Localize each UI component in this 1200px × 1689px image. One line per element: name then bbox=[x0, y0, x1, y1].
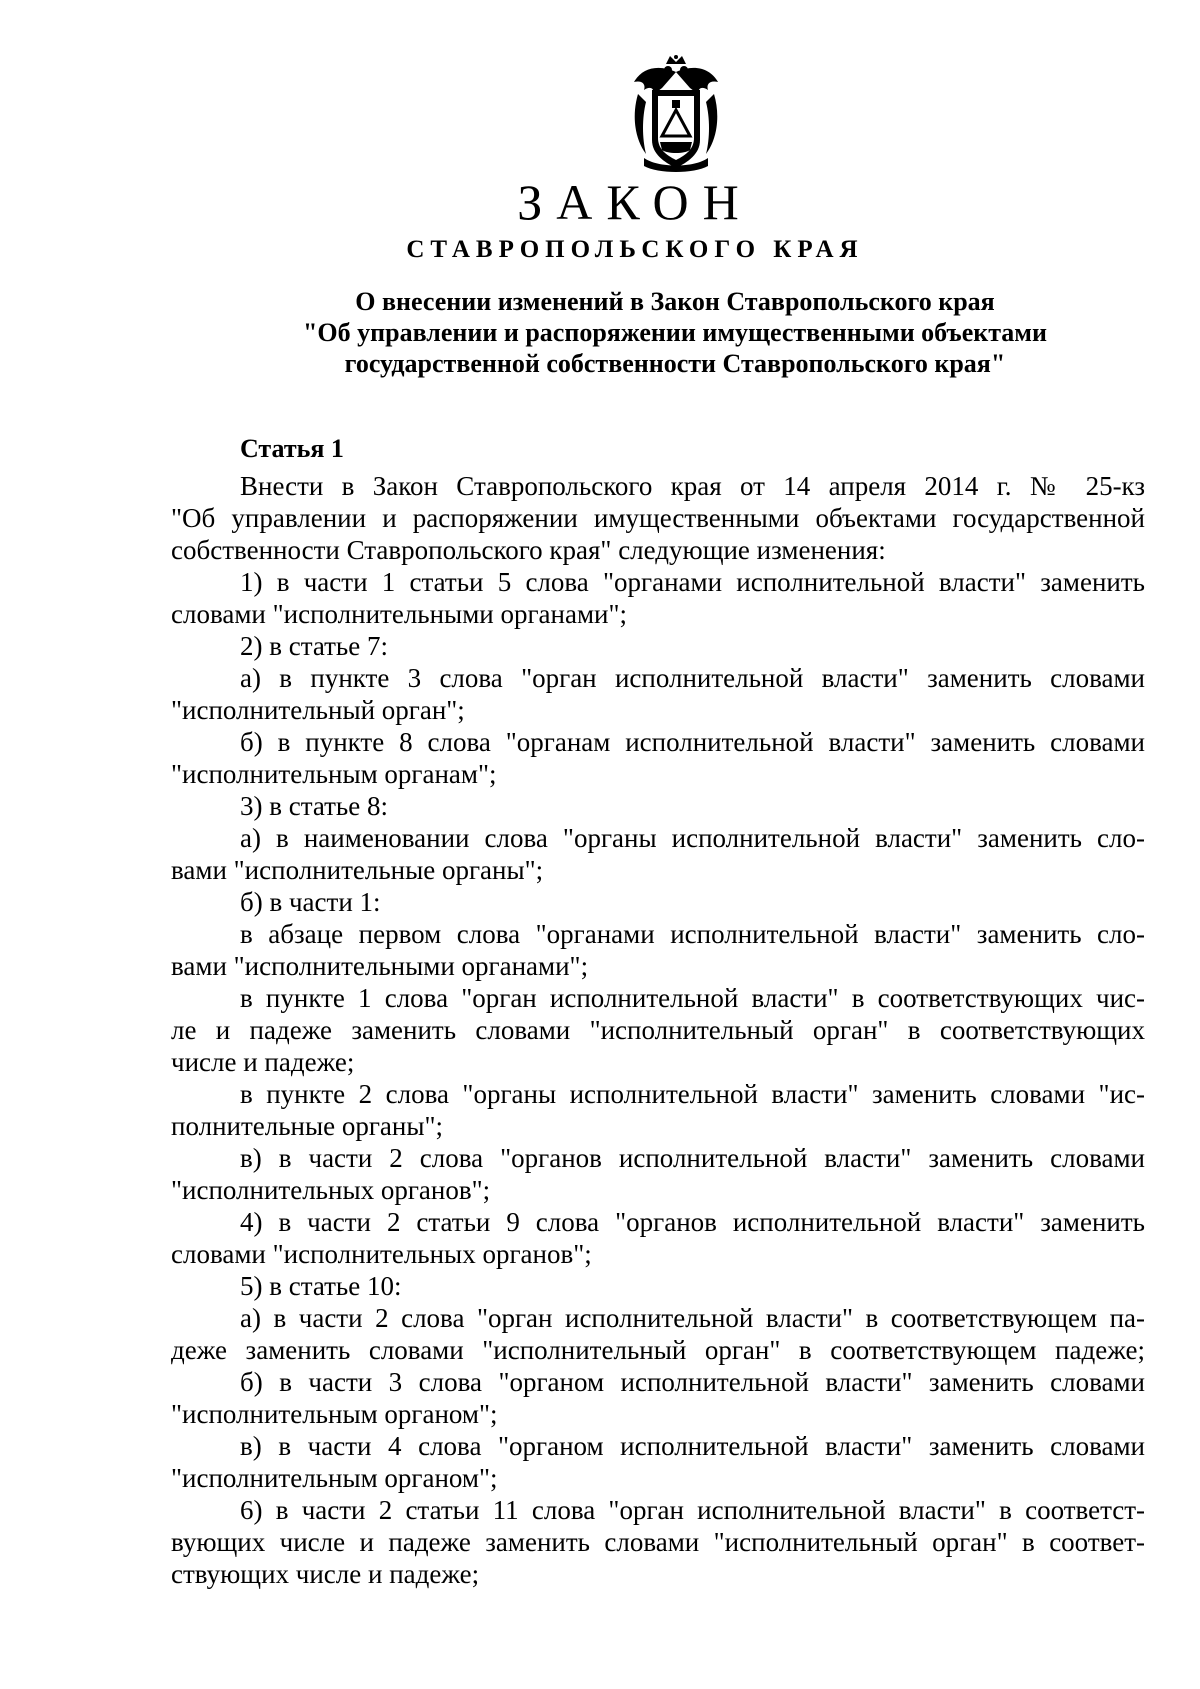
text-line: "исполнительным органам"; bbox=[171, 759, 497, 789]
document-heading bbox=[180, 286, 1170, 379]
text-line: числе и падеже; bbox=[171, 1047, 355, 1077]
text-line: а) в пункте 3 слова "орган исполнительной власти" заменить словами bbox=[240, 663, 1145, 693]
text-line: словами "исполнительными органами"; bbox=[171, 599, 628, 629]
text-line: словами "исполнительных органов"; bbox=[171, 1239, 592, 1269]
law-title: ЗАКОН bbox=[517, 174, 753, 230]
text-line: "исполнительный орган"; bbox=[171, 695, 465, 725]
text-line: 4) в части 2 статьи 9 слова "органов исполнительной власти" заменить bbox=[240, 1207, 1145, 1237]
text-line: в пункте 2 слова "органы исполнительной власти" заменить словами "ис- bbox=[240, 1079, 1145, 1109]
text-line: в) в части 4 слова "органом исполнительной власти" заменить словами bbox=[240, 1431, 1145, 1461]
heading-line: "Об управлении и распоряжении имущественными объектами bbox=[303, 318, 1047, 347]
text-line: "исполнительным органом"; bbox=[171, 1463, 498, 1493]
text-line: ле и падеже заменить словами "исполнительный орган" в соответствующих bbox=[171, 1015, 1145, 1045]
text-line: 5) в статье 10: bbox=[240, 1271, 402, 1301]
text-line: 6) в части 2 статьи 11 слова "орган исполнительной власти" в соответст- bbox=[240, 1495, 1145, 1525]
text-line: б) в пункте 8 слова "органам исполнительной власти" заменить словами bbox=[240, 727, 1145, 757]
text-line: деже заменить словами "исполнительный орган" в соответствующем падеже; bbox=[171, 1335, 1145, 1365]
heading-line: государственной собственности Ставропольского края" bbox=[344, 349, 1006, 378]
text-line: вующих числе и падеже заменить словами "исполнительный орган" в соответ- bbox=[171, 1527, 1145, 1557]
text-line: "исполнительных органов"; bbox=[171, 1175, 491, 1205]
heading-line: О внесении изменений в Закон Ставропольского края bbox=[355, 287, 995, 316]
text-line: а) в части 2 слова "орган исполнительной власти" в соответствующем па- bbox=[240, 1303, 1145, 1333]
text-line: в пункте 1 слова "орган исполнительной власти" в соответствующих чис- bbox=[240, 983, 1145, 1013]
text-line: ствующих числе и падеже; bbox=[171, 1559, 480, 1589]
coat-of-arms-icon bbox=[628, 54, 724, 176]
law-subtitle: СТАВРОПОЛЬСКОГО КРАЯ bbox=[406, 236, 864, 263]
text-line: "Об управлении и распоряжении имущественными объектами государственной bbox=[171, 503, 1145, 533]
article-body bbox=[171, 470, 1145, 1590]
text-line: "исполнительным органом"; bbox=[171, 1399, 498, 1429]
text-line: вами "исполнительные органы"; bbox=[171, 855, 544, 885]
text-line: 1) в части 1 статьи 5 слова "органами исполнительной власти" заменить bbox=[240, 567, 1145, 597]
text-line: 3) в статье 8: bbox=[240, 791, 388, 821]
text-line: вами "исполнительными органами"; bbox=[171, 951, 589, 981]
text-line: полнительные органы"; bbox=[171, 1111, 444, 1141]
text-line: б) в части 3 слова "органом исполнительной власти" заменить словами bbox=[240, 1367, 1145, 1397]
text-line: собственности Ставропольского края" следующие изменения: bbox=[171, 535, 886, 565]
text-line: а) в наименовании слова "органы исполнительной власти" заменить сло- bbox=[240, 823, 1145, 853]
text-line: в) в части 2 слова "органов исполнительной власти" заменить словами bbox=[240, 1143, 1145, 1173]
text-line: Внести в Закон Ставропольского края от 14 апреля 2014 г. № 25-кз bbox=[240, 471, 1145, 501]
article-title: Статья 1 bbox=[240, 434, 344, 463]
text-line: 2) в статье 7: bbox=[240, 631, 388, 661]
text-line: б) в части 1: bbox=[240, 887, 381, 917]
text-line: в абзаце первом слова "органами исполнительной власти" заменить сло- bbox=[240, 919, 1145, 949]
